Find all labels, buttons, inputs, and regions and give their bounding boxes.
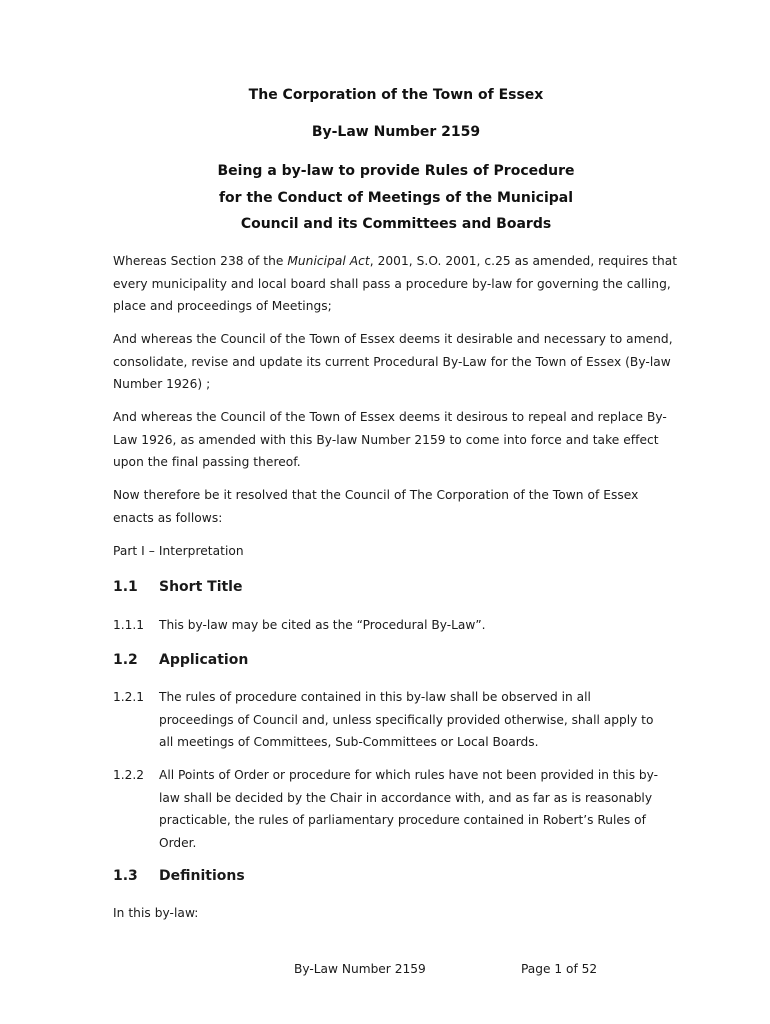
p1-line-2: every municipality and local board shall pass a procedure by-law for governing the calling, [113,276,671,291]
clause-line: All Points of Order or procedure for which rules have not been provided in this by- [159,768,659,782]
p4-line-1: Now therefore be it resolved that the Council of The Corporation of the Town of Essex [113,488,639,502]
p1-post: , 2001, S.O. 2001, c.25 as amended, requires that [369,254,678,268]
whereas-paragraph-3 [113,406,693,474]
p3-line-3: upon the final passing thereof. [113,455,301,469]
section-number: 1.1 [113,579,138,595]
section-1-2-heading [113,652,248,668]
p3-line-2: Law 1926, as amended with this By-law Number 2159 to come into force and take effect [113,432,659,447]
subtitle-line-2: for the Conduct of Meetings of the Municipal [218,190,574,206]
whereas-paragraph-2 [113,328,693,396]
clause-line: law shall be decided by the Chair in accordance with, and as far as is reasonably [159,790,653,805]
clause-text: This by-law may be cited as the “Procedural By-Law”. [159,618,486,632]
municipal-act-italic: Municipal Act [287,254,370,268]
in-this-bylaw: In this by-law: [113,906,199,920]
section-title: Short Title [159,579,243,595]
subtitle-line-1: Being a by-law to provide Rules of Procedure [217,163,575,179]
clause-line: proceedings of Council and, unless specifically provided otherwise, shall apply to [159,712,654,727]
corporation-title: The Corporation of the Town of Essex [248,87,544,103]
clause-line: practicable, the rules of parliamentary procedure contained in Robert’s Rules of [159,813,646,827]
section-number: 1.3 [113,868,138,884]
section-1-3-heading [113,868,245,884]
section-title: Application [159,652,249,668]
clause-line: all meetings of Committees, Sub-Committees or Local Boards. [159,735,539,749]
p2-line-2: consolidate, revise and update its current Procedural By-Law for the Town of Essex (By-law [113,354,671,369]
bylaw-number-title: By-Law Number 2159 [311,124,481,140]
clause-number: 1.2.1 [113,690,145,704]
p1-line-3: place and proceedings of Meetings; [113,299,332,313]
clause-number: 1.1.1 [113,618,145,632]
p1-pre: Whereas Section 238 of the [113,254,288,268]
resolution-paragraph [113,484,693,529]
subtitle-line-3: Council and its Committees and Boards [240,216,552,232]
footer-page-number: Page 1 of 52 [521,962,598,976]
p4-line-2: enacts as follows: [113,510,223,525]
p3-line-1: And whereas the Council of the Town of Essex deems it desirous to repeal and replace By- [113,410,667,424]
clause-line: The rules of procedure contained in this by-law shall be observed in all [159,690,591,704]
p2-line-1: And whereas the Council of the Town of Essex deems it desirable and necessary to amend, [113,332,673,346]
section-1-1-heading [113,579,242,595]
part-heading: Part I – Interpretation [113,544,244,558]
p2-line-3: Number 1926) ; [113,377,211,391]
section-title: Definitions [159,868,245,884]
whereas-paragraph-1 [113,250,693,318]
clause-line: Order. [159,835,197,850]
section-number: 1.2 [113,652,138,668]
footer-bylaw-number: By-Law Number 2159 [294,962,426,976]
clause-number: 1.2.2 [113,768,145,782]
